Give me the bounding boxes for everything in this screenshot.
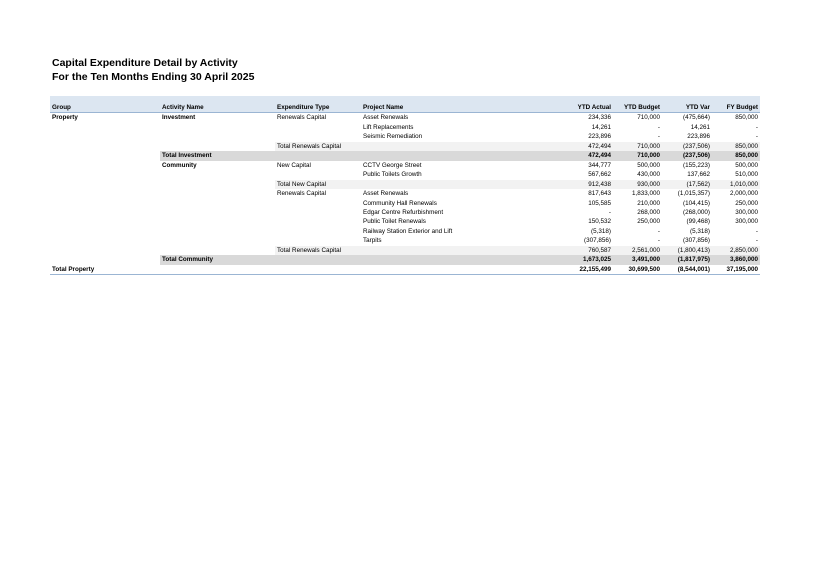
ytd-var-cell: (104,415) (683, 199, 710, 207)
ytd-budget-cell: 1,833,000 (631, 190, 660, 198)
ytd-budget-cell: 250,000 (637, 218, 660, 226)
table-row (50, 208, 760, 217)
col-header-activity: Activity Name (160, 103, 275, 113)
subtotal-row-activity (50, 151, 760, 160)
fy-budget-cell: 510,000 (735, 171, 758, 179)
fy-budget-cell: - (755, 227, 758, 235)
table-row (50, 199, 760, 208)
fy-budget-cell: - (755, 237, 758, 245)
expenditure-type: Renewals Capital (277, 190, 327, 198)
subtotal-label: Total Community (160, 255, 275, 264)
subtotal-row-expenditure (50, 142, 760, 151)
project-name: Community Hall Renewals (363, 199, 437, 207)
project-name: Edgar Centre Refurbishment (363, 208, 444, 216)
project-name: Public Toilet Renewals (363, 218, 426, 226)
ytd-budget-cell: 3,491,000 (613, 255, 662, 264)
fy-budget-cell: 1,010,000 (712, 180, 760, 189)
table-row (50, 132, 760, 141)
ytd-actual-cell: 472,494 (549, 151, 613, 160)
col-header-ytd-var: YTD Var (662, 103, 712, 113)
fy-budget-cell: 300,000 (735, 208, 758, 216)
project-name: Asset Renewals (363, 190, 409, 198)
ytd-var-cell: (307,856) (683, 237, 710, 245)
table-row (50, 217, 760, 226)
ytd-actual-cell: 472,494 (549, 142, 613, 151)
ytd-var-cell: (1,817,975) (662, 255, 712, 264)
ytd-budget-cell: 268,000 (637, 208, 660, 216)
col-header-ytd-budget: YTD Budget (613, 103, 662, 113)
ytd-actual-cell: 223,896 (588, 133, 611, 141)
ytd-var-cell: 223,896 (687, 133, 710, 141)
table-row (50, 170, 760, 179)
ytd-var-cell: 137,662 (687, 171, 710, 179)
ytd-budget-cell: 710,000 (613, 142, 662, 151)
subtotal-row-expenditure (50, 246, 760, 255)
ytd-var-cell: (17,562) (662, 180, 712, 189)
subtotal-label: Total Renewals Capital (275, 142, 361, 151)
ytd-budget-cell: - (657, 227, 660, 235)
ytd-actual-cell: 234,336 (588, 114, 611, 122)
capex-table (50, 96, 760, 275)
expenditure-type: New Capital (277, 161, 311, 169)
ytd-actual-cell: (5,318) (591, 227, 611, 235)
ytd-var-cell: (237,506) (662, 151, 712, 160)
subtotal-row-expenditure (50, 180, 760, 189)
ytd-budget-cell: 710,000 (637, 114, 660, 122)
ytd-actual-cell: (307,856) (584, 237, 611, 245)
report-subtitle: For the Ten Months Ending 30 April 2025 (52, 70, 255, 83)
ytd-budget-cell: 930,000 (613, 180, 662, 189)
ytd-budget-cell: 430,000 (637, 171, 660, 179)
col-header-ytd-actual: YTD Actual (549, 103, 613, 113)
fy-budget-cell: - (755, 123, 758, 131)
report-title-block (52, 57, 254, 84)
fy-budget-cell: 2,850,000 (712, 246, 760, 255)
project-name: Tarpits (363, 237, 382, 245)
col-header-group: Group (50, 103, 160, 113)
ytd-var-cell: (475,664) (683, 114, 710, 122)
subtotal-label: Total Investment (160, 151, 275, 160)
ytd-actual-cell: 150,532 (588, 218, 611, 226)
col-header-exp-type: Expenditure Type (275, 103, 361, 113)
activity-name: Investment (162, 114, 196, 122)
subtotal-label: Total Renewals Capital (275, 246, 361, 255)
ytd-actual-cell: 14,261 (591, 123, 611, 131)
fy-budget-cell: 500,000 (735, 161, 758, 169)
ytd-budget-cell: - (657, 133, 660, 141)
fy-budget-cell: - (755, 133, 758, 141)
ytd-var-cell: (8,544,001) (662, 265, 712, 275)
fy-budget-cell: 850,000 (735, 114, 758, 122)
fy-budget-cell: 3,860,000 (712, 255, 760, 264)
project-name: Lift Replacements (363, 123, 414, 131)
expenditure-type: Renewals Capital (277, 114, 327, 122)
ytd-budget-cell: 2,561,000 (613, 246, 662, 255)
ytd-actual-cell: 567,662 (588, 171, 611, 179)
ytd-var-cell: (268,000) (683, 208, 710, 216)
group-total-row (50, 265, 760, 275)
ytd-actual-cell: 817,643 (588, 190, 611, 198)
ytd-budget-cell: 710,000 (613, 151, 662, 160)
ytd-actual-cell: 912,438 (549, 180, 613, 189)
ytd-var-cell: (155,223) (683, 161, 710, 169)
report-title: Capital Expenditure Detail by Activity (52, 57, 238, 69)
ytd-actual-cell: - (608, 208, 611, 216)
ytd-var-cell: 14,261 (690, 123, 710, 131)
fy-budget-cell: 850,000 (712, 151, 760, 160)
header-band (50, 96, 760, 103)
table-row (50, 189, 760, 198)
col-header-project: Project Name (361, 103, 549, 113)
subtotal-row-activity (50, 255, 760, 264)
fy-budget-cell: 300,000 (735, 218, 758, 226)
col-header-fy-budget: FY Budget (712, 103, 760, 113)
ytd-actual-cell: 1,673,025 (549, 255, 613, 264)
table-row (50, 236, 760, 245)
project-name: CCTV George Street (363, 161, 422, 169)
table-row (50, 161, 760, 170)
ytd-var-cell: (99,468) (686, 218, 710, 226)
ytd-actual-cell: 344,777 (588, 161, 611, 169)
ytd-budget-cell: 30,699,500 (613, 265, 662, 275)
table-row (50, 227, 760, 236)
ytd-budget-cell: 500,000 (637, 161, 660, 169)
ytd-budget-cell: - (657, 123, 660, 131)
fy-budget-cell: 37,195,000 (712, 265, 760, 275)
ytd-actual-cell: 105,585 (588, 199, 611, 207)
group-total-label: Total Property (50, 265, 160, 275)
ytd-var-cell: (1,015,357) (677, 190, 710, 198)
group-name: Property (52, 114, 78, 122)
subtotal-label: Total New Capital (275, 180, 361, 189)
ytd-var-cell: (1,800,413) (662, 246, 712, 255)
column-header-row (50, 103, 760, 113)
fy-budget-cell: 850,000 (712, 142, 760, 151)
ytd-actual-cell: 760,587 (549, 246, 613, 255)
fy-budget-cell: 250,000 (735, 199, 758, 207)
project-name: Seismic Remediation (363, 133, 423, 141)
ytd-var-cell: (5,318) (690, 227, 710, 235)
ytd-budget-cell: 210,000 (637, 199, 660, 207)
activity-name: Community (162, 161, 197, 169)
project-name: Asset Renewals (363, 114, 409, 122)
ytd-actual-cell: 22,155,499 (549, 265, 613, 275)
project-name: Railway Station Exterior and Lift (363, 227, 453, 235)
ytd-var-cell: (237,506) (662, 142, 712, 151)
ytd-budget-cell: - (657, 237, 660, 245)
table-row (50, 113, 760, 123)
fy-budget-cell: 2,000,000 (729, 190, 758, 198)
project-name: Public Toilets Growth (363, 171, 422, 179)
table-row (50, 123, 760, 132)
